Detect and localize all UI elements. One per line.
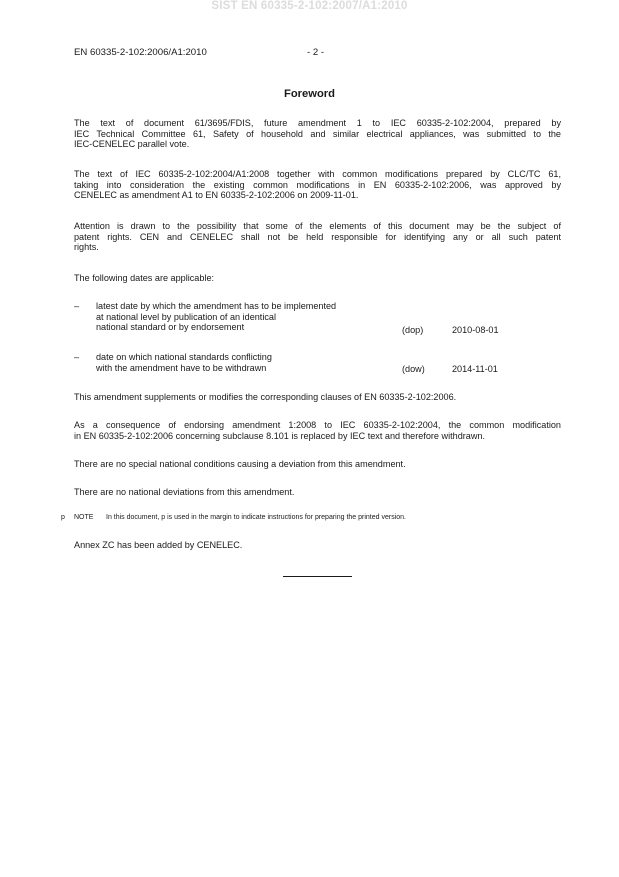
paragraph-line: CENELEC as amendment A1 to EN 60335-2-102:2006 on 2009-11-01. [74,190,359,201]
header-page-number: - 2 - [307,47,325,58]
paragraph-line: Annex ZC has been added by CENELEC. [74,540,243,550]
date-item-dow-text [96,352,272,373]
paragraph-line: There are no national deviations from this amendment. [74,487,295,497]
margin-marker-p: p [61,514,65,521]
paragraph-dates-intro [74,273,561,284]
list-dash: – [74,352,80,362]
paragraph-consequence [74,420,561,441]
date-item-line: at national level by publication of an identical [96,311,276,322]
end-rule-divider [283,576,352,577]
paragraph-fdis [74,118,561,150]
paragraph-line: There are no special national conditions causing a deviation from this amendment. [74,459,406,469]
note-text: In this document, p is used in the margin to indicate instructions for preparing the printed version. [106,514,406,521]
paragraph-line: taking into consideration the existing common modifications in EN 60335-2-102:2006, was approved by [74,179,561,190]
date-item-dop-text [96,301,336,333]
date-item-line: national standard or by endorsement [96,322,245,333]
paragraph-line: This amendment supplements or modifies the corresponding clauses of EN 60335-2-102:2006. [74,392,457,402]
paragraph-approval [74,169,561,201]
note-label: NOTE [74,514,94,521]
paragraph-line: Attention is drawn to the possibility that some of the elements of this document may be the subject of [74,221,561,231]
paragraph-line: patent rights. CEN and CENELEC shall not be held responsible for identifying any or all such patent [74,231,561,242]
paragraph-supplements [74,392,561,403]
paragraph-line: IEC-CENELEC parallel vote. [74,139,190,150]
date-value-dow: 2014-11-01 [452,364,498,374]
watermark: SIST EN 60335-2-102:2007/A1:2010 [211,0,408,12]
date-value-dop: 2010-08-01 [452,325,499,335]
date-code-dow: (dow) [402,364,425,374]
date-item-line: date on which national standards conflicting [96,352,272,362]
date-code-dop: (dop) [402,325,424,335]
section-title: Foreword [284,88,335,100]
paragraph-national-deviations [74,487,561,498]
list-dash: – [74,301,80,311]
date-item-line: with the amendment have to be withdrawn [96,362,267,373]
paragraph-line: in EN 60335-2-102:2006 concerning subclause 8.101 is replaced by IEC text and therefore withdrawn. [74,430,485,441]
paragraph-special-conditions [74,459,561,470]
paragraph-patent [74,221,561,253]
paragraph-line: rights. [74,242,99,253]
paragraph-line: As a consequence of endorsing amendment 1:2008 to IEC 60335-2-102:2004, the common modification [74,420,561,430]
header-document-id: EN 60335-2-102:2006/A1:2010 [74,47,207,58]
paragraph-annex [74,540,561,551]
paragraph-line: IEC Technical Committee 61, Safety of household and similar electrical appliances, was submitted to the [74,128,561,139]
paragraph-line: The text of document 61/3695/FDIS, future amendment 1 to IEC 60335-2-102:2004, prepared by [74,118,561,128]
date-item-line: latest date by which the amendment has to be implemented [96,301,337,311]
paragraph-line: The text of IEC 60335-2-102:2004/A1:2008 together with common modifications prepared by CLC/TC 61, [74,169,561,179]
paragraph-line: The following dates are applicable: [74,273,215,283]
